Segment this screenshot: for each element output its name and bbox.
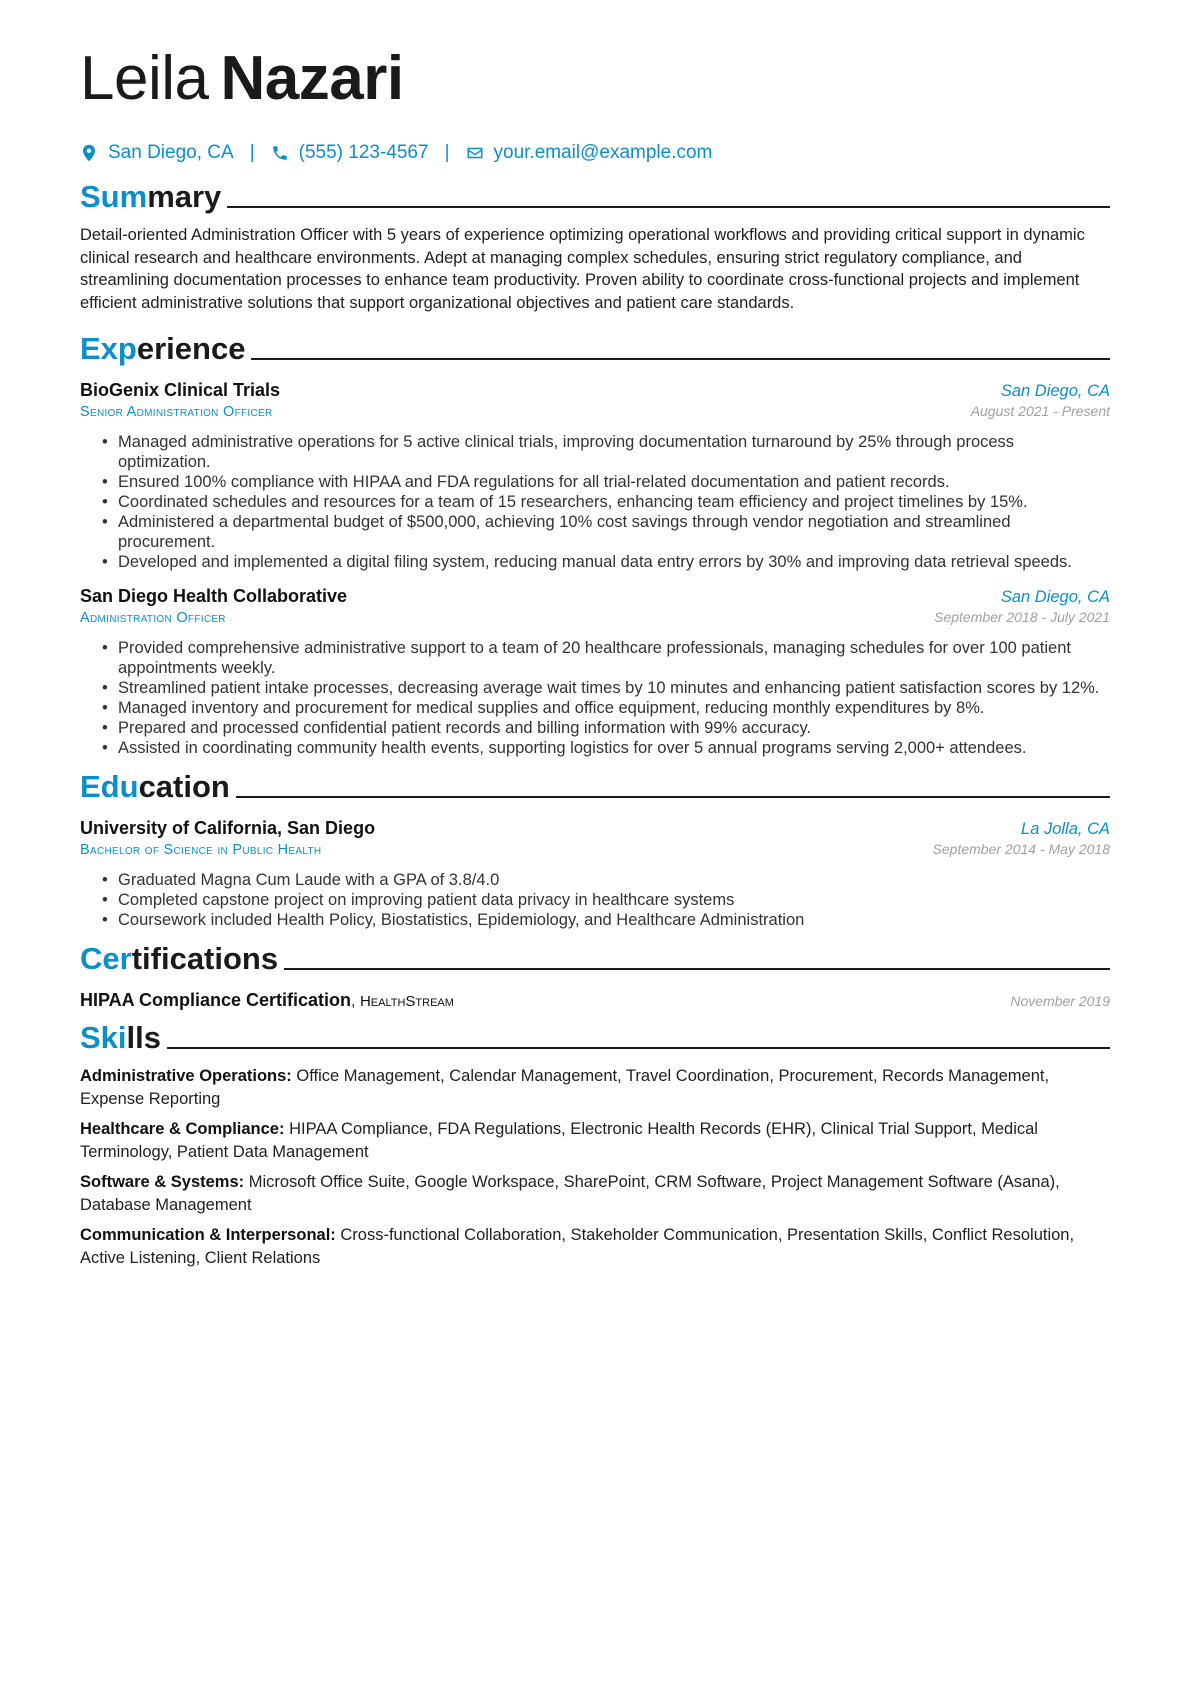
certification-issuer: HealthStream [359,993,454,1010]
summary-text: Detail-oriented Administration Officer with 5 years of experience optimizing operational workflows and providing critical support in dynamic clinical research and healthcare environments. Adept at managing complex schedules, ensuring strict regulatory compliance, and streamlining documentation processes to enhance team productivity. Proven ability to coordinate cross-functional projects and implement efficient administrative solutions that support organizational objectives and patient care standards. [80,226,1085,312]
certification-date: November 2019 [1010,993,1110,1009]
section-experience-heading: Experience [80,328,1110,368]
section-rule [227,206,1110,208]
job-title: Senior Administration Officer [80,404,273,420]
candidate-name [80,40,1110,118]
email-link[interactable]: your.email@example.com [493,142,713,163]
list-item: • Prepared and processed confidential patient records and billing information with 99% accuracy. [118,718,1110,738]
contact-separator: | [249,142,255,163]
school-name: University of California, San Diego [80,818,376,838]
list-item: • Assisted in coordinating community health events, supporting logistics for over 5 annual programs serving 2,000+ attendees. [118,738,1110,758]
list-item: • Coordinated schedules and resources for a team of 15 researchers, enhancing team efficiency and project timelines by 15%. [118,492,1110,512]
skill-group: Software & Systems: Microsoft Office Suite, Google Workspace, SharePoint, CRM Software, Project Management Software (Asana), Database Management [80,1173,1060,1214]
section-rule [167,1047,1110,1049]
contact-location [80,142,234,164]
phone-icon [271,144,289,162]
list-item: • Administered a departmental budget of $500,000, achieving 10% cost savings through vendor negotiation and streamlined procurement. [118,512,1110,552]
skill-group: Communication & Interpersonal: Cross-functional Collaboration, Stakeholder Communication, Presentation Skills, Conflict Resolution, Active Listening, Client Relations [80,1226,1075,1267]
list-item: • Streamlined patient intake processes, decreasing average wait times by 10 minutes and enhancing patient satisfaction scores by 12%. [118,678,1110,698]
last-name: Nazari [220,44,404,113]
list-item: • Managed administrative operations for 5 active clinical trials, improving documentation turnaround by 25% through process optimization. [118,432,1110,472]
employer-name: BioGenix Clinical Trials [80,380,281,400]
skill-group: Administrative Operations: Office Management, Calendar Management, Travel Coordination, Procurement, Records Management, Expense Reporting [80,1067,1050,1108]
section-summary-heading: Summary [80,176,1110,216]
certification-entry: HIPAA Compliance Certification, HealthStream November 2019 [80,990,1110,1010]
entry-location: San Diego, CA [1000,382,1110,400]
contact-phone[interactable] [271,142,429,164]
list-item: • Developed and implemented a digital filing system, reducing manual data entry errors by 30% and improving data retrieval speeds. [118,552,1110,572]
section-rule [236,796,1110,798]
contact-separator: | [444,142,450,163]
education-entry [80,818,1110,930]
bullet-list [80,638,1110,758]
entry-location: San Diego, CA [1000,588,1110,606]
contact-line [80,140,1110,166]
section-rule [284,968,1110,970]
degree-title: Bachelor of Science in Public Health [80,842,322,858]
first-name: Leila [80,44,209,113]
skill-group: Healthcare & Compliance: HIPAA Compliance, FDA Regulations, Electronic Health Records (EHR), Clinical Trial Support, Medical Terminology, Patient Data Management [80,1120,1038,1161]
location-text: San Diego, CA [108,142,234,163]
phone-text: (555) 123-4567 [298,142,429,163]
list-item: • Ensured 100% compliance with HIPAA and FDA regulations for all trial-related documentation and patient records. [118,472,1110,492]
bullet-list [80,432,1110,572]
list-item: • Coursework included Health Policy, Biostatistics, Epidemiology, and Healthcare Administration [118,910,1110,930]
list-item: • Graduated Magna Cum Laude with a GPA of 3.8/4.0 [118,870,1110,890]
entry-location: La Jolla, CA [1021,820,1110,838]
certification-name: HIPAA Compliance Certification [80,990,352,1010]
list-item: • Managed inventory and procurement for medical supplies and office equipment, reducing monthly expenditures by 8%. [118,698,1110,718]
section-certifications-heading: Certifications [80,938,1110,978]
list-item: • Provided comprehensive administrative support to a team of 20 healthcare professionals, managing schedules for over 100 patient appointments weekly. [118,638,1110,678]
section-skills-heading: Skills [80,1017,1110,1057]
list-item: • Completed capstone project on improving patient data privacy in healthcare systems [118,890,1110,910]
map-marker-icon [80,144,98,162]
contact-email[interactable] [466,142,713,164]
entry-dates: September 2018 - July 2021 [934,609,1110,625]
experience-entry [80,586,1110,758]
employer-name: San Diego Health Collaborative [80,586,348,606]
experience-entry [80,380,1110,572]
section-education-heading: Education [80,766,1110,806]
section-rule [251,358,1110,360]
entry-dates: September 2014 - May 2018 [932,841,1110,857]
envelope-icon [466,144,484,162]
job-title: Administration Officer [80,610,226,626]
entry-dates: August 2021 - Present [970,403,1110,419]
bullet-list [80,870,1110,930]
